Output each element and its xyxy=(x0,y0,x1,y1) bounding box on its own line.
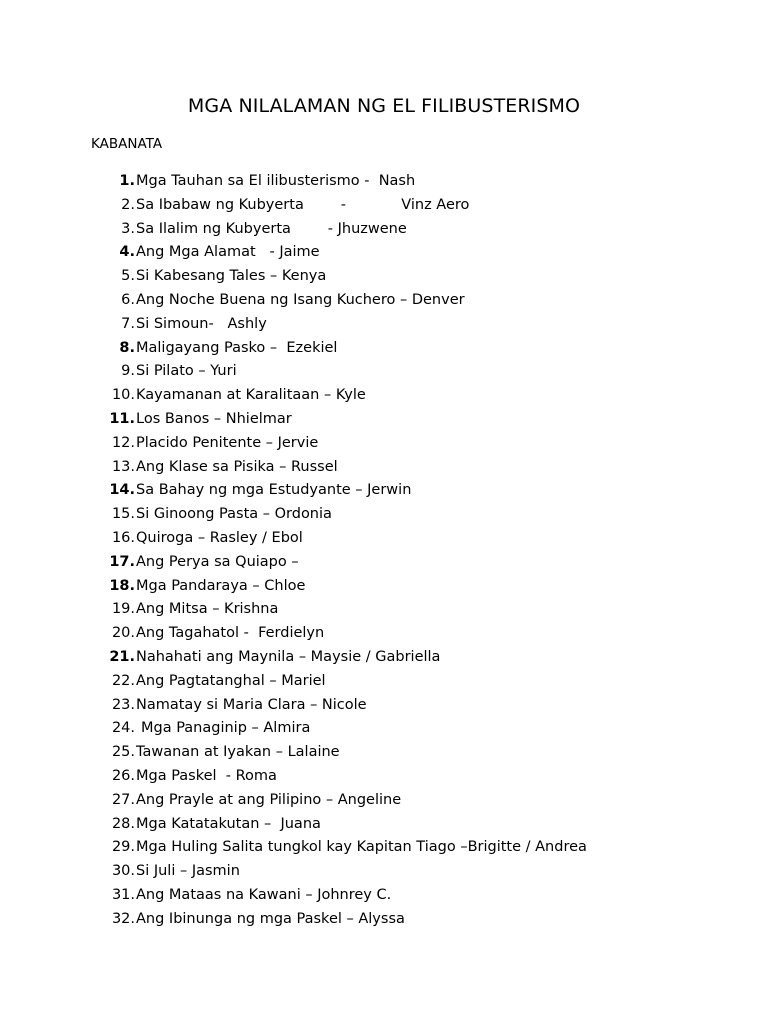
chapter-title: Ang Pagtatanghal – Mariel xyxy=(136,672,326,689)
chapter-number: 17. xyxy=(109,553,135,570)
chapter-title: Ang Mataas na Kawani – Johnrey C. xyxy=(136,886,392,903)
chapter-title: Mga Huling Salita tungkol kay Kapitan Tiago –Brigitte / Andrea xyxy=(136,839,587,856)
chapter-item xyxy=(0,694,768,718)
chapter-title: Tawanan at Iyakan – Lalaine xyxy=(136,744,340,761)
chapter-number: 1. xyxy=(119,173,135,189)
chapter-item xyxy=(0,622,768,646)
chapter-number: 26. xyxy=(111,767,135,784)
chapter-item xyxy=(0,836,768,860)
chapter-title: Namatay si Maria Clara – Nicole xyxy=(136,696,367,713)
chapter-item xyxy=(0,337,768,361)
chapter-item xyxy=(0,860,768,884)
chapter-number: 10. xyxy=(111,387,135,404)
chapter-number: 5. xyxy=(121,268,135,285)
chapter-number: 31. xyxy=(111,886,135,903)
chapter-title: Si Ginoong Pasta – Ordonia xyxy=(136,506,332,523)
chapter-number: 4. xyxy=(119,244,135,261)
chapter-number: 15. xyxy=(111,506,135,523)
chapter-number: 6. xyxy=(121,291,135,308)
chapter-number: 14. xyxy=(109,482,135,499)
chapter-title: Mga Pandaraya – Chloe xyxy=(136,577,306,594)
chapter-item xyxy=(0,241,768,265)
chapter-item xyxy=(0,360,768,384)
chapter-title: Mga Paskel - Roma xyxy=(136,767,277,784)
chapter-item xyxy=(0,170,768,194)
chapter-number: 16. xyxy=(111,529,135,546)
chapter-title: Placido Penitente – Jervie xyxy=(136,434,319,451)
chapter-number: 32. xyxy=(111,910,135,927)
chapter-number: 25. xyxy=(111,744,135,761)
chapter-item xyxy=(0,218,768,242)
chapter-number: 23. xyxy=(111,696,135,713)
chapter-item xyxy=(0,551,768,575)
chapter-title: Sa Ilalim ng Kubyerta - Jhuzwene xyxy=(136,220,407,237)
chapter-number: 7. xyxy=(121,315,135,332)
chapter-title: Nahahati ang Maynila – Maysie / Gabriella xyxy=(136,648,441,665)
chapter-item xyxy=(0,646,768,670)
chapter-item xyxy=(0,741,768,765)
chapter-item xyxy=(0,527,768,551)
chapter-number: 3. xyxy=(121,220,135,237)
chapter-item xyxy=(0,717,768,741)
chapter-title: Kayamanan at Karalitaan – Kyle xyxy=(136,387,366,404)
chapter-title: Ang Prayle at ang Pilipino – Angeline xyxy=(136,791,402,808)
chapter-number: 13. xyxy=(111,458,135,475)
chapter-item xyxy=(0,289,768,313)
chapter-item xyxy=(0,598,768,622)
chapter-number: 27. xyxy=(111,791,135,808)
chapter-number: 30. xyxy=(111,863,135,880)
chapter-item xyxy=(0,408,768,432)
chapter-title: Ang Mitsa – Krishna xyxy=(136,601,279,618)
chapter-number: 24. xyxy=(111,720,135,737)
document-title: MGA NILALAMAN NG EL FILIBUSTERISMO xyxy=(187,95,581,117)
chapter-title: Mga Katatakutan – Juana xyxy=(136,815,321,832)
chapter-title: Los Banos – Nhielmar xyxy=(136,410,292,427)
chapter-title: Ang Mga Alamat - Jaime xyxy=(136,244,320,261)
chapter-item xyxy=(0,503,768,527)
chapter-number: 29. xyxy=(111,839,135,856)
chapter-item xyxy=(0,479,768,503)
chapter-number: 20. xyxy=(111,625,135,642)
chapter-number: 21. xyxy=(109,648,135,665)
chapter-title: Quiroga – Rasley / Ebol xyxy=(136,529,303,546)
chapter-number: 8. xyxy=(119,339,135,356)
chapter-item xyxy=(0,432,768,456)
chapter-title: Ang Tagahatol - Ferdielyn xyxy=(136,625,325,642)
chapter-number: 22. xyxy=(111,672,135,689)
section-label: KABANATA xyxy=(91,136,163,152)
chapter-item xyxy=(0,194,768,218)
chapter-title: Ang Klase sa Pisika – Russel xyxy=(136,458,338,475)
chapter-title: Maligayang Pasko – Ezekiel xyxy=(136,339,338,356)
chapter-title: Ang Ibinunga ng mga Paskel – Alyssa xyxy=(136,910,405,927)
chapter-number: 9. xyxy=(121,363,135,380)
chapter-item xyxy=(0,670,768,694)
chapter-title: Si Simoun- Ashly xyxy=(136,315,267,332)
chapter-item xyxy=(0,384,768,408)
chapter-item xyxy=(0,575,768,599)
chapter-title: Ang Perya sa Quiapo – xyxy=(136,553,299,570)
chapter-title: Si Kabesang Tales – Kenya xyxy=(136,268,327,285)
chapter-item xyxy=(0,265,768,289)
chapter-number: 18. xyxy=(109,577,135,594)
chapter-item xyxy=(0,456,768,480)
chapter-number: 12. xyxy=(111,434,135,451)
chapter-list xyxy=(0,170,768,932)
chapter-item xyxy=(0,908,768,932)
chapter-item xyxy=(0,313,768,337)
chapter-title: Si Juli – Jasmin xyxy=(136,863,240,880)
chapter-number: 28. xyxy=(111,815,135,832)
chapter-item xyxy=(0,789,768,813)
chapter-item xyxy=(0,813,768,837)
chapter-item xyxy=(0,884,768,908)
chapter-title: Mga Tauhan sa El ilibusterismo - Nash xyxy=(136,173,416,189)
chapter-title: Mga Panaginip – Almira xyxy=(141,720,311,737)
chapter-number: 19. xyxy=(111,601,135,618)
chapter-item xyxy=(0,765,768,789)
chapter-number: 11. xyxy=(109,410,135,427)
chapter-number: 2. xyxy=(121,196,135,213)
chapter-title: Sa Bahay ng mga Estudyante – Jerwin xyxy=(136,482,412,499)
chapter-title: Ang Noche Buena ng Isang Kuchero – Denver xyxy=(136,291,465,308)
chapter-title: Sa Ibabaw ng Kubyerta - Vinz Aero xyxy=(136,196,470,213)
chapter-title: Si Pilato – Yuri xyxy=(136,363,237,380)
